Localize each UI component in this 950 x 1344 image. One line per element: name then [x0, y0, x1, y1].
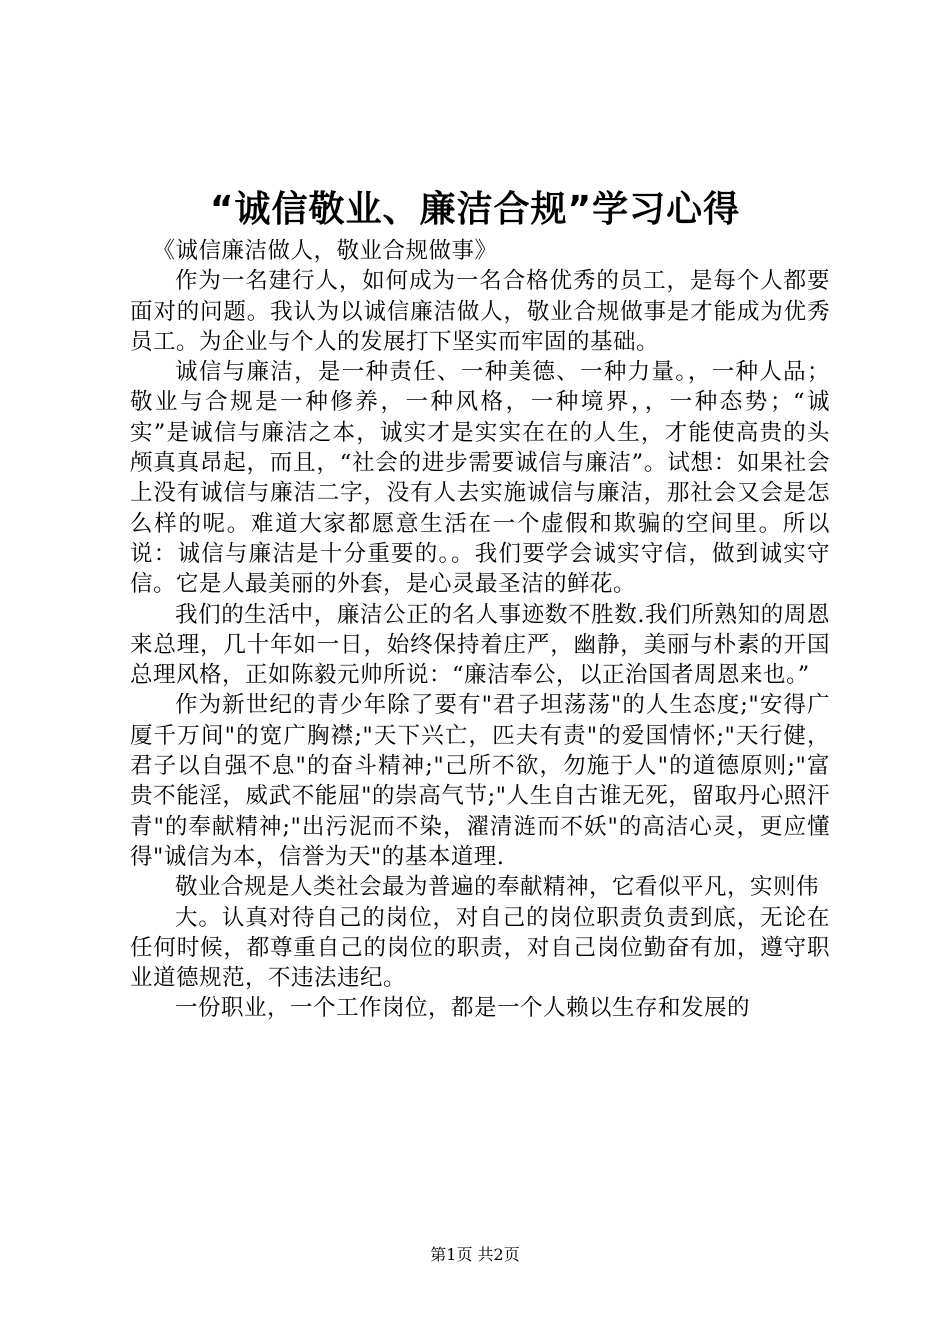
paragraph: 我们的生活中，廉洁公正的名人事迹数不胜数.我们所熟知的周恩来总理，几十年如一日，始终保持着庄严，幽静，美丽与朴素的开国总理风格，正如陈毅元帅所说：“廉洁奉公，以正治国者周恩来也。” — [130, 601, 830, 689]
paragraph: 大。认真对待自己的岗位，对自己的岗位职责负责到底，无论在任何时候，都尊重自己的岗位的职责，对自己岗位勤奋有加，遵守职业道德规范，不违法违纪。 — [130, 904, 830, 992]
paragraph: 一份职业，一个工作岗位，都是一个人赖以生存和发展的 — [175, 995, 751, 1022]
document-title: “诚信敬业、廉洁合规”学习心得 — [209, 189, 741, 230]
paragraph: 诚信与廉洁，是一种责任、一种美德、一种力量。，一种人品；敬业与合规是一种修养，一种风格，一种境界，，一种态势；“诚实”是诚信与廉洁之本，诚实才是实实在在的人生，才能使高贵的头颅真真昂起，而且，“社会的进步需要诚信与廉洁”。试想：如果社会上没有诚信与廉洁二字，没有人去实施诚信与廉洁，那社会又会是怎么样的呢。难道大家都愿意生活在一个虚假和欺骗的空间里。所以说：诚信与廉洁是十分重要的。。我们要学会诚实守信，做到诚实守信。它是人最美丽的外套，是心灵最圣洁的鲜花。 — [130, 359, 830, 598]
paragraph: 敬业合规是人类社会最为普遍的奉献精神，它看似平凡，实则伟 — [175, 874, 820, 901]
page-footer: 第1页 共2页 — [430, 1245, 520, 1264]
paragraph: 作为新世纪的青少年除了要有"君子坦荡荡"的人生态度;"安得广厦千万间"的宽广胸襟;"天下兴亡，匹夫有责"的爱国情怀;"天行健，君子以自强不息"的奋斗精神;"己所不欲，勿施于人"的道德原则;"富贵不能淫，威武不能屈"的崇高气节;"人生自古谁无死，留取丹心照汗青"的奉献精神;"出污泥而不染，濯清涟而不妖"的高洁心灵，更应懂得"诚信为本，信誉为天"的基本道理. — [130, 692, 830, 870]
paragraph-subtitle: 《诚信廉洁做人，敬业合规做事》 — [152, 238, 498, 264]
paragraph: 作为一名建行人，如何成为一名合格优秀的员工，是每个人都要面对的问题。我认为以诚信廉洁做人，敬业合规做事是才能成为优秀员工。为企业与个人的发展打下坚实而牢固的基础。 — [130, 268, 830, 355]
document-body — [130, 236, 830, 1024]
